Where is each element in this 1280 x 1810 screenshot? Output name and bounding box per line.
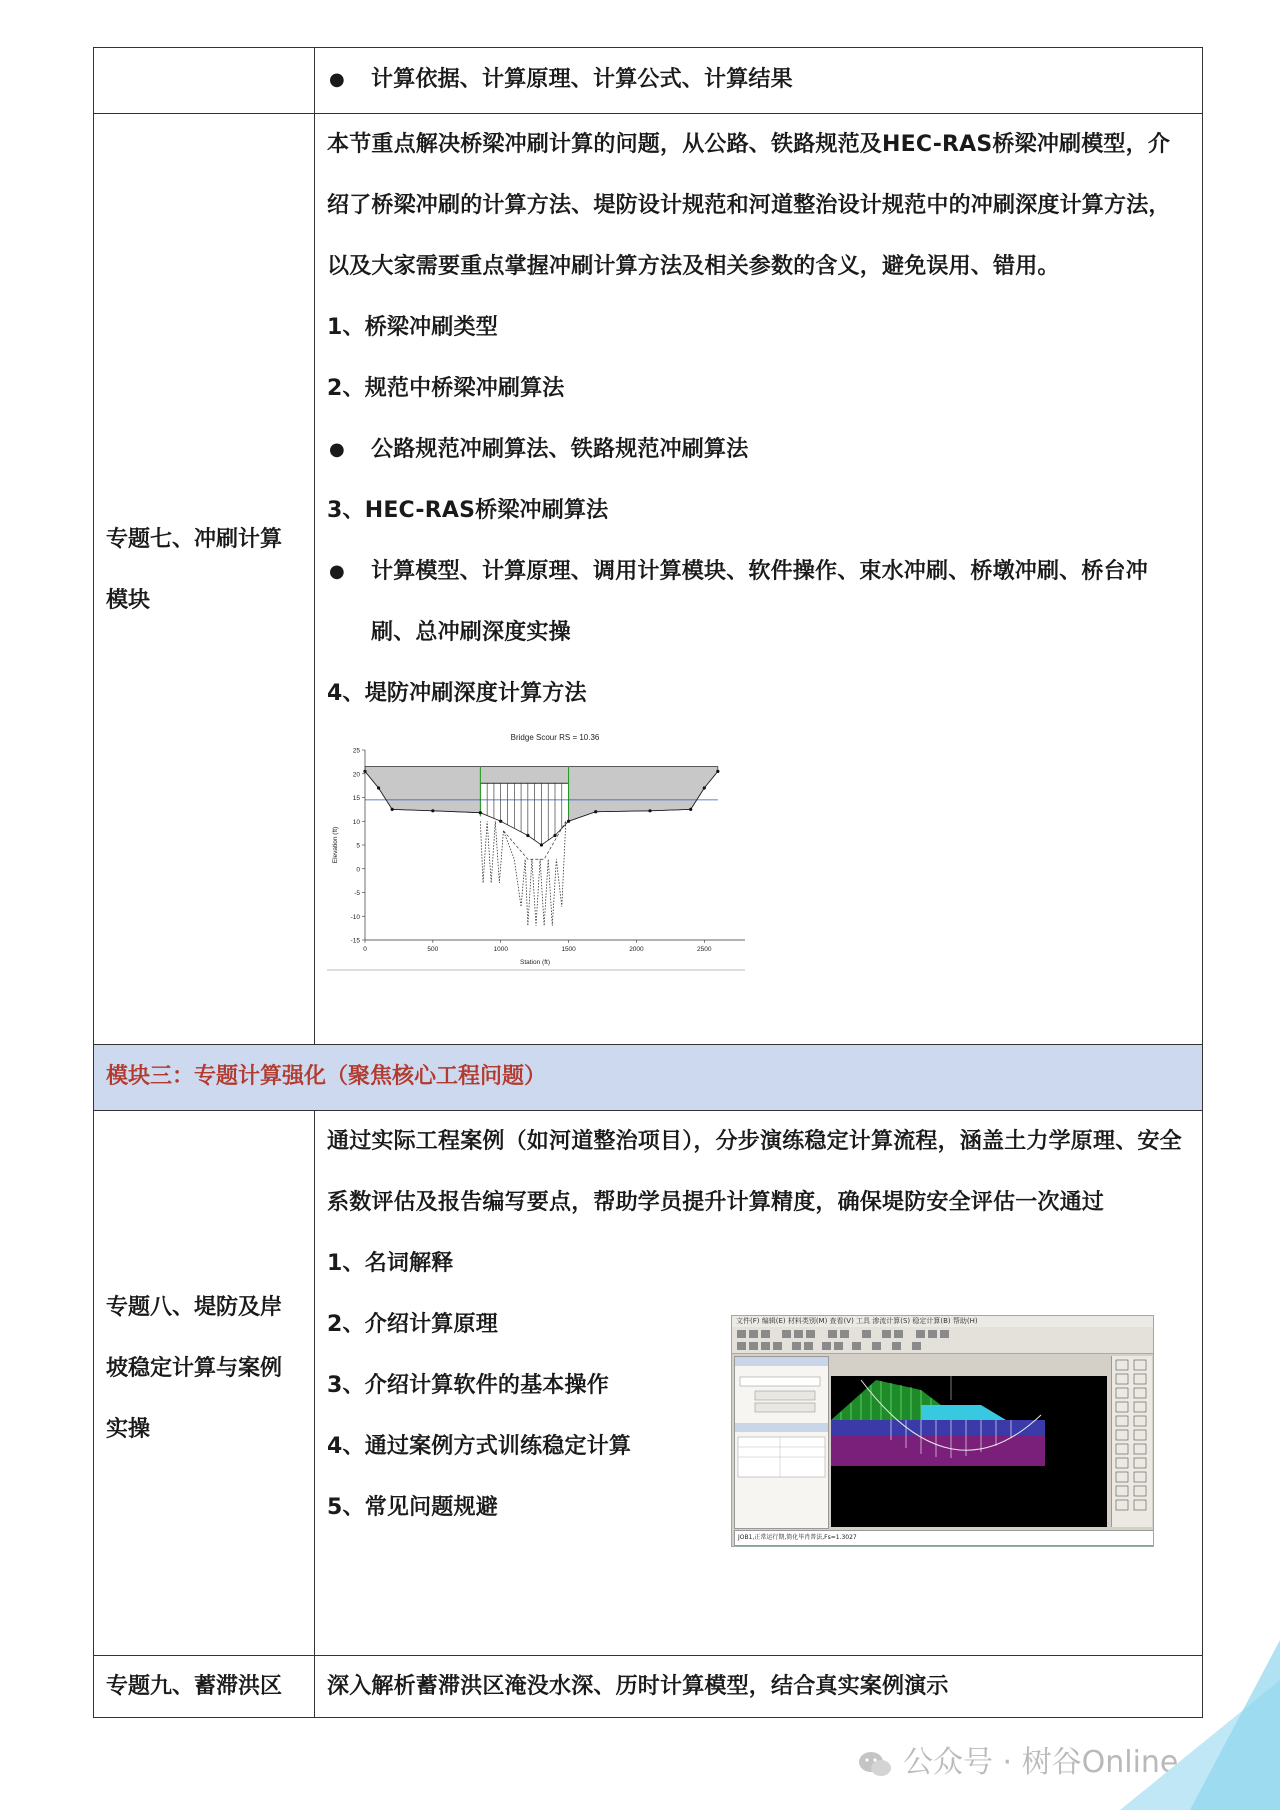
table-row-topic7 <box>94 114 1203 1045</box>
topic7-label-cont: 模块 <box>106 588 151 613</box>
slope-section-drawing <box>831 1360 1107 1527</box>
topic9-text: 深入解析蓄滞洪区淹没水深、历时计算模型，结合真实案例演示 <box>327 1674 949 1699</box>
x-tick-label: 1000 <box>493 946 508 953</box>
table-row-topic9 <box>94 1656 1203 1718</box>
topic8-intro: 通过实际工程案例（如河道整治项目），分步演练稳定计算流程，涵盖土力学原理、安全系数评估及报告编写要点，帮助学员提升计算精度，确保堤防安全评估一次通过 <box>327 1129 1182 1215</box>
topic8-list <box>327 1233 717 1538</box>
y-tick-label: 10 <box>352 818 360 826</box>
y-axis-label: Elevation (ft) <box>332 826 339 864</box>
list-item: 5、常见问题规避 <box>327 1495 498 1520</box>
bullet-item: ● 计算依据、计算原理、计算公式、计算结果 <box>327 48 1190 112</box>
bridge-scour-chart <box>327 728 757 978</box>
ground-point <box>391 808 394 811</box>
ground-point <box>499 820 502 823</box>
ground-point <box>567 820 570 823</box>
software-toolbar <box>732 1327 1153 1354</box>
topic7-intro: 本节重点解决桥梁冲刷计算的问题，从公路、铁路规范及HEC-RAS桥梁冲刷模型，介绍了桥梁冲刷的计算方法、堤防设计规范和河道整治设计规范中的冲刷深度计算方法，以及大家需要重点掌握冲刷计算方法及相关参数的含义，避免误用、错用。 <box>327 132 1171 279</box>
x-tick-label: 0 <box>363 946 367 953</box>
software-menubar: 文件(F) 编辑(E) 材料类别(M) 查看(V) 工具 渗流计算(S) 稳定计算(B) 帮助(H) <box>732 1316 1153 1327</box>
software-output-panel: JOB1,正常运行期,简化毕肖普法,Fs=1.3027 <box>734 1530 1154 1546</box>
ground-point <box>540 843 543 846</box>
y-tick-label: 0 <box>356 866 360 874</box>
y-tick-label: -15 <box>350 937 360 945</box>
wechat-icon <box>857 1749 893 1779</box>
ground-point <box>377 786 380 789</box>
x-tick-label: 1500 <box>561 946 576 953</box>
topic7-item2: 2、规范中桥梁冲刷算法 <box>327 376 565 401</box>
corner-decoration <box>1050 1640 1280 1810</box>
topic8-label-cont: 坡稳定计算与案例 <box>106 1355 283 1381</box>
module3-title: 模块三：专题计算强化（聚焦核心工程问题） <box>106 1064 547 1089</box>
topic7-item1: 1、桥梁冲刷类型 <box>327 315 498 340</box>
list-item: 1、名词解释 <box>327 1251 454 1276</box>
topic7-bullet2: ● 公路规范冲刷算法、铁路规范冲刷算法 <box>327 419 1190 480</box>
watermark-text: 公众号 · 树谷Online <box>903 1745 1179 1780</box>
row1-content-cell <box>315 48 1203 114</box>
toolbar-icons <box>732 1327 1153 1353</box>
topic7-item3: 3、HEC-RAS桥梁冲刷算法 <box>327 498 609 523</box>
ground-point <box>689 808 692 811</box>
topic8-label: 专题八、堤防及岸 <box>106 1294 283 1320</box>
x-tick-label: 500 <box>427 946 439 953</box>
topic8-label-cont2: 实操 <box>106 1416 151 1442</box>
x-tick-label: 2000 <box>629 946 644 953</box>
module3-header-cell <box>94 1045 1203 1111</box>
topic9-label-cell <box>94 1656 315 1718</box>
list-item: 3、介绍计算软件的基本操作 <box>327 1373 609 1398</box>
ground-point <box>431 809 434 812</box>
topic7-item4: 4、堤防冲刷深度计算方法 <box>327 681 587 706</box>
x-tick-label: 2500 <box>697 946 712 953</box>
ground-point <box>716 770 719 773</box>
y-tick-label: -10 <box>350 913 360 921</box>
ground-point <box>594 810 597 813</box>
row1-label-cell <box>94 48 315 114</box>
y-tick-label: -5 <box>354 890 360 897</box>
ground-point <box>526 834 529 837</box>
module3-header-row <box>94 1045 1203 1111</box>
topic7-label-cell <box>94 114 315 1045</box>
x-axis-label: Station (ft) <box>520 959 550 966</box>
topic7-label: 专题七、冲刷计算 <box>106 527 283 552</box>
software-side-panel <box>734 1356 829 1529</box>
software-tool-palette <box>1111 1356 1152 1527</box>
topic9-label: 专题九、蓄滞洪区 <box>106 1674 283 1699</box>
topic7-content-cell <box>315 114 1203 1045</box>
y-tick-label: 20 <box>352 771 360 779</box>
list-item: 4、通过案例方式训练稳定计算 <box>327 1434 632 1459</box>
chart-title: Bridge Scour RS = 10.36 <box>510 733 600 742</box>
topic7-bullet3: ● 计算模型、计算原理、调用计算模块、软件操作、束水冲刷、桥墩冲刷、桥台冲刷、总冲刷深度实操 <box>327 541 1190 663</box>
ground-point <box>553 834 556 837</box>
y-tick-label: 5 <box>356 842 360 850</box>
y-tick-label: 15 <box>352 795 360 802</box>
ground-point <box>479 811 482 814</box>
software-drawing-canvas <box>831 1360 1107 1527</box>
table-row <box>94 48 1203 114</box>
topic8-label-cell <box>94 1111 315 1656</box>
y-tick-label: 25 <box>352 747 360 755</box>
slope-software-screenshot <box>731 1315 1154 1547</box>
ground-point <box>648 809 651 812</box>
list-item: 2、介绍计算原理 <box>327 1312 498 1337</box>
ground-point <box>703 786 706 789</box>
